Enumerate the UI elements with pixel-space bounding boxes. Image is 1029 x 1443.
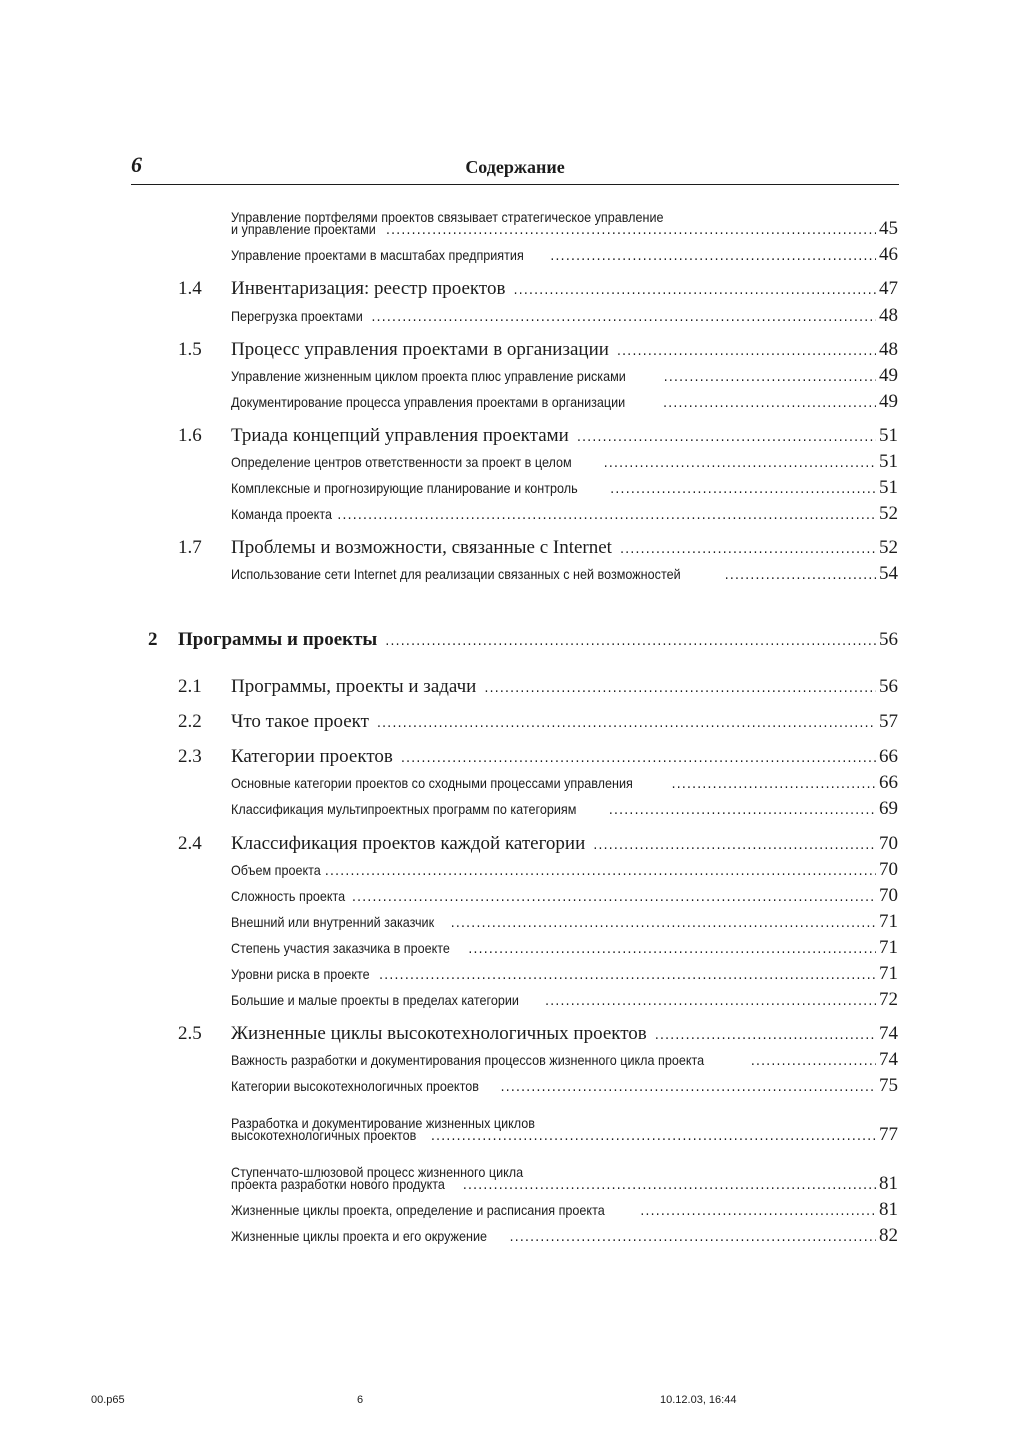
page-reference: 51 (879, 477, 898, 498)
toc-entry[interactable] (0, 1115, 898, 1146)
toc-entry-title: Сложность проекта (231, 888, 346, 904)
page-reference: 71 (879, 911, 898, 932)
section-number: 2.4 (178, 833, 202, 854)
section-number: 2 (148, 629, 158, 650)
toc-entry[interactable] (0, 1164, 898, 1195)
dot-leader (352, 890, 876, 905)
section-number: 2.2 (178, 711, 202, 732)
page-reference: 48 (879, 305, 898, 326)
toc-entry-title: Использование сети Internet для реализации связанных с ней возможностей (231, 566, 681, 582)
page-reference: 57 (879, 711, 898, 732)
toc-entry-title: Программы, проекты и задачи (231, 676, 477, 697)
toc-entry[interactable] (0, 881, 898, 907)
toc-entry[interactable] (0, 625, 898, 651)
page-reference: 70 (879, 859, 898, 880)
dot-leader (468, 942, 876, 957)
footer-datetime: 10.12.03, 16:44 (660, 1394, 737, 1406)
dot-leader (431, 1129, 876, 1144)
toc-entry-title: Перегрузка проектами (231, 308, 363, 324)
page-reference: 74 (879, 1049, 898, 1070)
page-reference: 77 (879, 1124, 898, 1145)
page-reference: 45 (879, 218, 898, 239)
toc-entry-title: Жизненные циклы высокотехнологичных проектов (231, 1023, 647, 1044)
toc-entry[interactable] (0, 473, 898, 499)
dot-leader (484, 681, 876, 696)
toc-entry-title: Жизненные циклы проекта, определение и расписания проекта (231, 1202, 605, 1218)
toc-entry-title-line: Управление портфелями проектов связывает стратегическое управление (231, 209, 664, 225)
toc-entry-title: Объем проекта (231, 862, 321, 878)
section-number: 1.6 (178, 425, 202, 446)
page-reference: 74 (879, 1023, 898, 1044)
dot-leader (655, 1028, 876, 1043)
toc-entry[interactable] (0, 559, 898, 585)
dot-leader (609, 803, 876, 818)
toc-entry-title: Важность разработки и документирования процессов жизненного цикла проекта (231, 1052, 705, 1068)
toc-entry-title: Классификация проектов каждой категории (231, 833, 586, 854)
toc-entry[interactable] (0, 742, 898, 768)
toc-entry[interactable] (0, 1019, 898, 1045)
header-page-number: 6 (131, 152, 142, 177)
toc-entry-title: Процесс управления проектами в организации (231, 339, 609, 360)
page-reference: 81 (879, 1199, 898, 1220)
toc-entry-title: Проблемы и возможности, связанные с Internet (231, 537, 612, 558)
running-header (131, 150, 899, 185)
toc-entry[interactable] (0, 933, 898, 959)
toc-entry-title: высокотехнологичных проектов (231, 1127, 417, 1143)
page-reference: 75 (879, 1075, 898, 1096)
dot-leader (550, 249, 876, 264)
dot-leader (451, 916, 876, 931)
toc-entry-title: Определение центров ответственности за проект в целом (231, 454, 572, 470)
page-reference: 66 (879, 772, 898, 793)
page-reference: 51 (879, 425, 898, 446)
toc-entry-title: Классификация мультипроектных программ по категориям (231, 801, 577, 817)
toc-entry-title: Управление проектами в масштабах предприятия (231, 247, 524, 263)
page-reference: 51 (879, 451, 898, 472)
page-reference: 52 (879, 503, 898, 524)
toc-entry[interactable] (0, 361, 898, 387)
page-reference: 47 (879, 278, 898, 299)
page-reference: 82 (879, 1225, 898, 1246)
page-reference: 48 (879, 339, 898, 360)
section-number: 2.3 (178, 746, 202, 767)
dot-leader (664, 370, 876, 385)
toc-entry-title: Комплексные и прогнозирующие планирование и контроль (231, 480, 578, 496)
page-reference: 56 (879, 676, 898, 697)
dot-leader (620, 542, 876, 557)
dot-leader (371, 310, 876, 325)
section-number: 2.5 (178, 1023, 202, 1044)
dot-leader (751, 1054, 876, 1069)
toc-entry[interactable] (0, 794, 898, 820)
page-reference: 69 (879, 798, 898, 819)
toc-entry[interactable] (0, 959, 898, 985)
page-reference: 81 (879, 1173, 898, 1194)
page-reference: 54 (879, 563, 898, 584)
dot-leader (325, 864, 876, 879)
toc-entry-title: Степень участия заказчика в проекте (231, 940, 450, 956)
section-number: 1.5 (178, 339, 202, 360)
toc-entry[interactable] (0, 855, 898, 881)
toc-entry[interactable] (0, 707, 898, 733)
dot-leader (385, 634, 876, 649)
dot-leader (509, 1230, 876, 1245)
page-reference: 49 (879, 365, 898, 386)
page-reference: 71 (879, 963, 898, 984)
dot-leader (725, 568, 876, 583)
toc-entry-title-line: Ступенчато-шлюзовой процесс жизненного цикла (231, 1164, 524, 1180)
toc-entry[interactable] (0, 829, 898, 855)
header-title: Содержание (465, 157, 565, 177)
section-number: 2.1 (178, 676, 202, 697)
toc-entry[interactable] (0, 499, 898, 525)
toc-entry-title: Большие и малые проекты в пределах категории (231, 992, 519, 1008)
toc-entry[interactable] (0, 421, 898, 447)
toc-entry-title: Документирование процесса управления проектами в организации (231, 394, 626, 410)
footer-page: 6 (357, 1394, 364, 1406)
dot-leader (663, 396, 876, 411)
toc-entry[interactable] (0, 387, 898, 413)
section-number: 1.7 (178, 537, 202, 558)
dot-leader (513, 283, 876, 298)
dot-leader (593, 838, 876, 853)
dot-leader (545, 994, 876, 1009)
toc-entry-title: Внешний или внутренний заказчик (231, 914, 435, 930)
section-number: 1.4 (178, 278, 202, 299)
page-reference: 70 (879, 833, 898, 854)
page-reference: 56 (879, 629, 898, 650)
dot-leader (337, 508, 876, 523)
dot-leader (577, 430, 876, 445)
toc-entry-title: Категории высокотехнологичных проектов (231, 1078, 479, 1094)
toc-entry[interactable] (0, 533, 898, 559)
toc-entry[interactable] (0, 672, 898, 698)
footer-file: 00.p65 (91, 1394, 125, 1406)
toc-entry-title: Что такое проект (231, 711, 369, 732)
dot-leader (604, 456, 876, 471)
page-reference: 71 (879, 937, 898, 958)
dot-leader (672, 777, 877, 792)
page-reference: 52 (879, 537, 898, 558)
toc-entry[interactable] (0, 985, 898, 1011)
page-reference: 72 (879, 989, 898, 1010)
toc-entry[interactable] (0, 1071, 898, 1097)
dot-leader (463, 1178, 876, 1193)
toc-entry-title: Инвентаризация: реестр проектов (231, 278, 506, 299)
toc-entry[interactable] (0, 209, 898, 240)
dot-leader (610, 482, 876, 497)
toc-entry[interactable] (0, 1195, 898, 1221)
dot-leader (379, 968, 876, 983)
toc-entry-title: Управление жизненным циклом проекта плюс управление рисками (231, 368, 626, 384)
toc-entry[interactable] (0, 335, 898, 361)
toc-entry-title-line: Разработка и документирование жизненных циклов (231, 1115, 535, 1131)
dot-leader (401, 751, 876, 766)
toc-entry[interactable] (0, 768, 898, 794)
dot-leader (377, 716, 876, 731)
dot-leader (500, 1080, 876, 1095)
page-reference: 70 (879, 885, 898, 906)
toc-entry-title: Категории проектов (231, 746, 393, 767)
dot-leader (617, 344, 876, 359)
page-reference: 66 (879, 746, 898, 767)
toc-entry-title: и управление проектами (231, 221, 376, 237)
toc-entry-title: Жизненные циклы проекта и его окружение (231, 1228, 487, 1244)
dot-leader (386, 223, 876, 238)
toc-entry[interactable] (0, 1221, 898, 1247)
toc-entry-title: Основные категории проектов со сходными процессами управления (231, 775, 633, 791)
toc-entry[interactable] (0, 447, 898, 473)
toc-entry-title: Уровни риска в проекте (231, 966, 370, 982)
toc-entry[interactable] (0, 1045, 898, 1071)
toc-entry-title: проекта разработки нового продукта (231, 1176, 445, 1192)
page-reference: 46 (879, 244, 898, 265)
toc-entry-title: Программы и проекты (178, 629, 378, 650)
toc-entry-title: Команда проекта (231, 506, 332, 522)
toc-entry[interactable] (0, 240, 898, 266)
toc-entry[interactable] (0, 907, 898, 933)
toc-entry[interactable] (0, 301, 898, 327)
page-reference: 49 (879, 391, 898, 412)
toc-entry-title: Триада концепций управления проектами (231, 425, 569, 446)
dot-leader (640, 1204, 876, 1219)
toc-entry[interactable] (0, 274, 898, 300)
